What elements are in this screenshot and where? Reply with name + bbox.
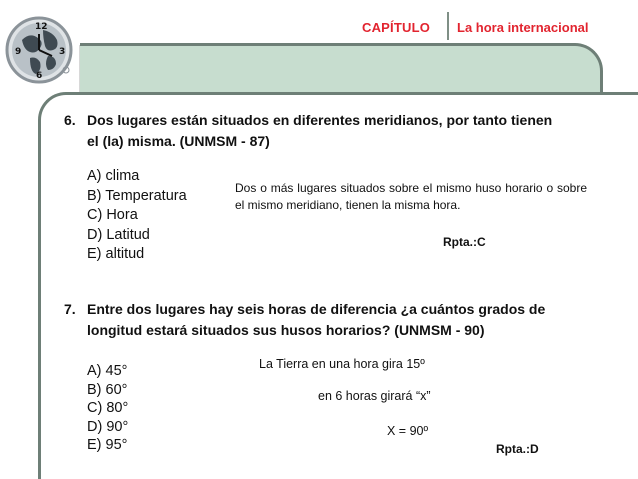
logo-box <box>0 0 80 95</box>
option-d: D) 90° <box>87 418 129 435</box>
world-clock-logo-icon <box>0 0 79 95</box>
question-text-line-1: Entre dos lugares hay seis horas de diferencia ¿a cuántos grados de <box>87 301 546 317</box>
q7-step-2: en 6 horas girará “x” <box>318 389 431 403</box>
header <box>0 0 638 95</box>
option-b: B) Temperatura <box>87 187 187 204</box>
q6-options <box>87 167 187 265</box>
question-6 <box>64 110 624 154</box>
option-b: B) 60° <box>87 381 128 398</box>
question-number: 6. <box>64 112 76 128</box>
svg-text:9: 9 <box>15 47 22 57</box>
option-e: E) 95° <box>87 437 128 453</box>
question-text-line-2: el (la) misma. (UNMSM - 87) <box>87 133 270 149</box>
q7-answer: Rpta.:D <box>496 442 539 456</box>
option-d: D) Latitud <box>87 226 150 243</box>
option-c: C) Hora <box>87 207 138 223</box>
option-c: C) 80° <box>87 400 129 416</box>
header-separator <box>447 12 449 40</box>
q6-answer: Rpta.:C <box>443 235 486 249</box>
svg-text:12: 12 <box>35 22 48 32</box>
question-text-line-2: longitud estará situados sus husos horarios? (UNMSM - 90) <box>87 322 485 338</box>
q7-step-3: X = 90º <box>387 424 429 438</box>
option-a: A) 45° <box>87 363 128 379</box>
chapter-label: CAPÍTULO <box>362 20 431 35</box>
question-text-line-1: Dos lugares están situados en diferentes meridianos, por tanto tienen <box>87 112 553 128</box>
question-number: 7. <box>64 301 76 317</box>
svg-text:6: 6 <box>36 71 43 81</box>
q7-options <box>87 362 128 455</box>
header-band <box>80 43 603 96</box>
option-e: E) altitud <box>87 246 145 262</box>
option-a: A) clima <box>87 168 140 184</box>
q7-step-1: La Tierra en una hora gira 15º <box>259 357 425 371</box>
q6-explanation: Dos o más lugares situados sobre el mismo huso horario o sobre el mismo meridiano, tienen la misma hora. <box>235 181 587 212</box>
question-7 <box>64 299 624 343</box>
topic-title: La hora internacional <box>457 20 589 35</box>
svg-text:3: 3 <box>59 47 66 57</box>
